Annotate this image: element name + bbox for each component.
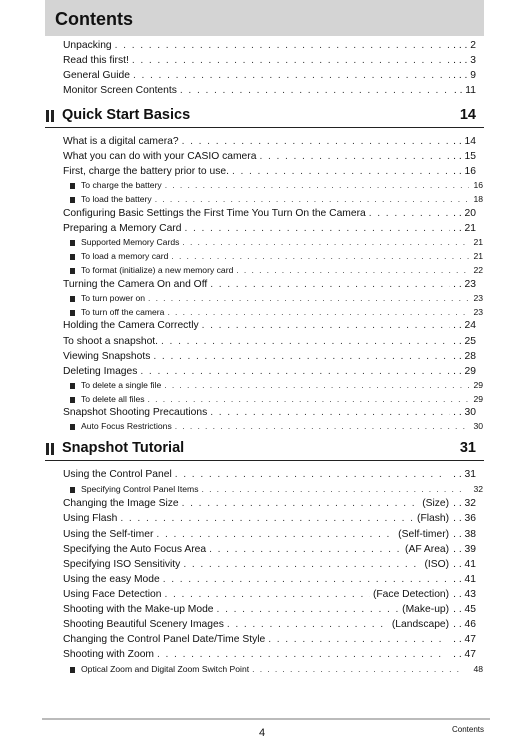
toc-entry-label: Specifying ISO Sensitivity xyxy=(63,559,181,570)
toc-entry[interactable] xyxy=(63,277,476,292)
toc-entry[interactable] xyxy=(63,364,476,379)
section-page: 31 xyxy=(459,440,476,456)
bullet-square-icon xyxy=(70,424,75,430)
toc-entry[interactable] xyxy=(63,221,476,236)
toc-subentry-label: To delete a single file xyxy=(81,380,162,390)
toc-subentry-label: To turn off the camera xyxy=(81,307,165,317)
section-marker-icon xyxy=(51,443,54,455)
section-title: Quick Start Basics xyxy=(62,107,191,123)
toc-entry[interactable] xyxy=(63,206,476,221)
toc-entry-label: Using the Control Panel xyxy=(63,469,172,480)
toc-subentry[interactable] xyxy=(70,482,483,497)
toc-entry[interactable] xyxy=(63,511,476,526)
dot-leader xyxy=(175,467,446,482)
toc-entry-page: . . 25 xyxy=(453,336,476,347)
dot-leader xyxy=(120,511,414,526)
toc-entry-page: . . 38 xyxy=(453,529,476,540)
toc-entry[interactable] xyxy=(63,149,476,164)
toc-entry[interactable] xyxy=(63,83,476,98)
toc-subentry-page: 18 xyxy=(473,194,483,204)
toc-subentry-label: To format (initialize) a new memory card xyxy=(81,265,234,275)
toc-entry[interactable] xyxy=(63,38,476,53)
toc-entry-page: . . 39 xyxy=(453,544,476,555)
bullet-square-icon xyxy=(70,183,75,189)
dot-leader xyxy=(171,249,469,264)
toc-entry-page: . . 15 xyxy=(453,151,476,162)
toc-entry[interactable] xyxy=(63,496,476,511)
toc-entry-page: . . 24 xyxy=(453,320,476,331)
toc-entry-tag: (Landscape) xyxy=(391,619,450,630)
section-heading[interactable] xyxy=(45,439,484,461)
toc-entry-page: . . 41 xyxy=(453,574,476,585)
page-number: 4 xyxy=(259,727,266,739)
dot-leader xyxy=(184,221,450,236)
dot-leader xyxy=(153,349,450,364)
toc-entry-page: . . 21 xyxy=(453,223,476,234)
toc-subentry-page: 30 xyxy=(473,421,483,431)
toc-entry-page: . . 11 xyxy=(453,85,476,96)
toc-entry-label: Viewing Snapshots xyxy=(63,351,151,362)
toc-entry-label: Configuring Basic Settings the First Time You Turn On the Camera xyxy=(63,208,366,219)
toc-subentry-page: 48 xyxy=(473,664,483,674)
toc-subentry[interactable] xyxy=(70,291,483,306)
toc-entry-label: Changing the Control Panel Date/Time Style xyxy=(63,634,266,645)
toc-entry-label: Shooting Beautiful Scenery Images xyxy=(63,619,224,630)
dot-leader xyxy=(182,235,469,250)
dot-leader xyxy=(148,291,469,306)
section-marker-icon xyxy=(46,443,49,455)
dot-leader xyxy=(115,38,450,53)
toc-entry-label: Using Flash xyxy=(63,513,118,524)
bullet-square-icon xyxy=(70,310,75,316)
toc-entry-label: First, charge the battery prior to use. xyxy=(63,166,229,177)
toc-subentry[interactable] xyxy=(70,419,483,434)
toc-subentry[interactable] xyxy=(70,249,483,264)
dot-leader xyxy=(164,587,370,602)
toc-entry[interactable] xyxy=(63,164,476,179)
toc-entry-page: . . 36 xyxy=(453,513,476,524)
toc-entry[interactable] xyxy=(63,467,476,482)
toc-subentry-label: To delete all files xyxy=(81,394,145,404)
toc-entry-label: Read this first! xyxy=(63,55,129,66)
toc-entry-label: Preparing a Memory Card xyxy=(63,223,182,234)
section-title: Snapshot Tutorial xyxy=(62,440,185,456)
toc-subentry-page: 23 xyxy=(473,307,483,317)
toc-entry[interactable] xyxy=(63,632,476,647)
toc-entry-page: . . 47 xyxy=(453,649,476,660)
toc-entry-page: . . 41 xyxy=(453,559,476,570)
bullet-square-icon xyxy=(70,268,75,274)
toc-entry-tag: (ISO) xyxy=(424,559,450,570)
dot-leader xyxy=(236,263,469,278)
bullet-square-icon xyxy=(70,667,75,673)
toc-entry-tag: (Self-timer) xyxy=(398,529,450,540)
toc-entry-label: Shooting with the Make-up Mode xyxy=(63,604,214,615)
section-heading[interactable] xyxy=(45,106,484,128)
toc-entry-label: Using the Self-timer xyxy=(63,529,154,540)
dot-leader xyxy=(163,572,446,587)
toc-entry-tag: (Make-up) xyxy=(402,604,450,615)
toc-entry-page: . . 31 xyxy=(453,469,476,480)
toc-entry[interactable] xyxy=(63,587,476,602)
toc-entry[interactable] xyxy=(63,647,476,662)
toc-entry-label: Turning the Camera On and Off xyxy=(63,279,208,290)
toc-subentry-page: 32 xyxy=(473,484,483,494)
dot-leader xyxy=(210,277,450,292)
toc-subentry[interactable] xyxy=(70,263,483,278)
section-marker-icon xyxy=(46,110,49,122)
dot-leader xyxy=(252,662,465,677)
toc-entry[interactable] xyxy=(63,542,476,557)
toc-entry-page: . . . 9 xyxy=(453,70,476,81)
toc-entry-page: . . . 2 xyxy=(453,40,476,51)
toc-entry[interactable] xyxy=(63,334,476,349)
dot-leader xyxy=(202,318,450,333)
toc-entry-page: . . 20 xyxy=(453,208,476,219)
toc-entry-tag: (Flash) xyxy=(417,513,450,524)
toc-entry-page: . . 28 xyxy=(453,351,476,362)
dot-leader xyxy=(268,632,446,647)
toc-entry-page: . . 46 xyxy=(453,619,476,630)
bullet-square-icon xyxy=(70,197,75,203)
toc-subentry-page: 29 xyxy=(473,380,483,390)
toc-entry-page: . . 32 xyxy=(453,498,476,509)
toc-entry-label: What is a digital camera? xyxy=(63,136,179,147)
dot-leader xyxy=(209,542,402,557)
toc-entry-label: Monitor Screen Contents xyxy=(63,85,177,96)
toc-subentry-page: 21 xyxy=(473,237,483,247)
toc-entry-page: . . 16 xyxy=(453,166,476,177)
toc-entry[interactable] xyxy=(63,572,476,587)
section-page: 14 xyxy=(459,107,476,123)
toc-subentry[interactable] xyxy=(70,178,483,193)
toc-entry[interactable] xyxy=(63,349,476,364)
toc-entry[interactable] xyxy=(63,602,476,617)
bullet-square-icon xyxy=(70,487,75,493)
dot-leader xyxy=(217,602,400,617)
toc-subentry[interactable] xyxy=(70,662,483,677)
dot-leader xyxy=(259,149,450,164)
section-marker-icon xyxy=(51,110,54,122)
toc-entry-label: To shoot a snapshot. xyxy=(63,336,159,347)
toc-subentry-label: To load the battery xyxy=(81,194,152,204)
toc-entry[interactable] xyxy=(63,318,476,333)
toc-entry-label: Using the easy Mode xyxy=(63,574,160,585)
dot-leader xyxy=(157,647,446,662)
dot-leader xyxy=(156,527,395,542)
toc-entry[interactable] xyxy=(63,527,476,542)
toc-subentry[interactable] xyxy=(70,235,483,250)
toc-subentry-label: To charge the battery xyxy=(81,180,162,190)
dot-leader xyxy=(232,164,450,179)
toc-subentry-label: Optical Zoom and Digital Zoom Switch Point xyxy=(81,664,250,674)
toc-entry[interactable] xyxy=(63,617,476,632)
bullet-square-icon xyxy=(70,296,75,302)
dot-leader xyxy=(133,68,450,83)
bullet-square-icon xyxy=(70,240,75,246)
toc-entry[interactable] xyxy=(63,53,476,68)
dot-leader xyxy=(210,405,450,420)
page-title: Contents xyxy=(45,0,484,36)
toc-entry-page: . . 47 xyxy=(453,634,476,645)
dot-leader xyxy=(182,496,420,511)
dot-leader xyxy=(155,192,469,207)
dot-leader xyxy=(202,482,465,497)
toc-entry-page: . . 45 xyxy=(453,604,476,615)
toc-entry-page: . . 30 xyxy=(453,407,476,418)
toc-entry-page: . . 29 xyxy=(453,366,476,377)
toc-entry-label: What you can do with your CASIO camera xyxy=(63,151,257,162)
dot-leader xyxy=(164,378,469,393)
toc-entry-label: Using Face Detection xyxy=(63,589,162,600)
dot-leader xyxy=(183,557,421,572)
toc-entry-label: Changing the Image Size xyxy=(63,498,179,509)
toc-subentry-label: Auto Focus Restrictions xyxy=(81,421,172,431)
toc-subentry-label: Specifying Control Panel Items xyxy=(81,484,199,494)
toc-entry-label: Specifying the Auto Focus Area xyxy=(63,544,207,555)
toc-entry-page: . . 43 xyxy=(453,589,476,600)
toc-entry-label: Unpacking xyxy=(63,40,112,51)
footer-section-label: Contents xyxy=(451,725,484,734)
bullet-square-icon xyxy=(70,383,75,389)
toc-entry-label: Holding the Camera Correctly xyxy=(63,320,199,331)
footer-divider xyxy=(42,718,490,720)
toc-subentry[interactable] xyxy=(70,378,483,393)
toc-subentry-label: Supported Memory Cards xyxy=(81,237,180,247)
bullet-square-icon xyxy=(70,254,75,260)
dot-leader xyxy=(180,83,451,98)
toc-subentry-page: 29 xyxy=(473,394,483,404)
toc-entry-label: Snapshot Shooting Precautions xyxy=(63,407,208,418)
toc-subentry-page: 16 xyxy=(473,180,483,190)
toc-entry-page: . . 14 xyxy=(453,136,476,147)
toc-entry-label: Shooting with Zoom xyxy=(63,649,155,660)
toc-entry-tag: (Size) xyxy=(422,498,450,509)
toc-subentry-page: 23 xyxy=(473,293,483,303)
dot-leader xyxy=(369,206,450,221)
dot-leader xyxy=(140,364,450,379)
toc-entry-tag: (AF Area) xyxy=(405,544,450,555)
toc-entry[interactable] xyxy=(63,134,476,149)
toc-subentry-label: To load a memory card xyxy=(81,251,169,261)
toc-entry-page: . . . 3 xyxy=(453,55,476,66)
dot-leader xyxy=(165,178,469,193)
toc-entry[interactable] xyxy=(63,557,476,572)
toc-entry[interactable] xyxy=(63,405,476,420)
dot-leader xyxy=(132,53,450,68)
dot-leader xyxy=(161,334,450,349)
toc-subentry[interactable] xyxy=(70,192,483,207)
toc-entry[interactable] xyxy=(63,68,476,83)
dot-leader xyxy=(182,134,450,149)
toc-subentry-page: 21 xyxy=(473,251,483,261)
toc-subentry-page: 22 xyxy=(473,265,483,275)
toc-subentry-label: To turn power on xyxy=(81,293,146,303)
toc-entry-page: . . 23 xyxy=(453,279,476,290)
dot-leader xyxy=(227,617,389,632)
dot-leader xyxy=(175,419,469,434)
toc-entry-tag: (Face Detection) xyxy=(372,589,450,600)
toc-entry-label: General Guide xyxy=(63,70,130,81)
bullet-square-icon xyxy=(70,397,75,403)
toc-entry-label: Deleting Images xyxy=(63,366,138,377)
